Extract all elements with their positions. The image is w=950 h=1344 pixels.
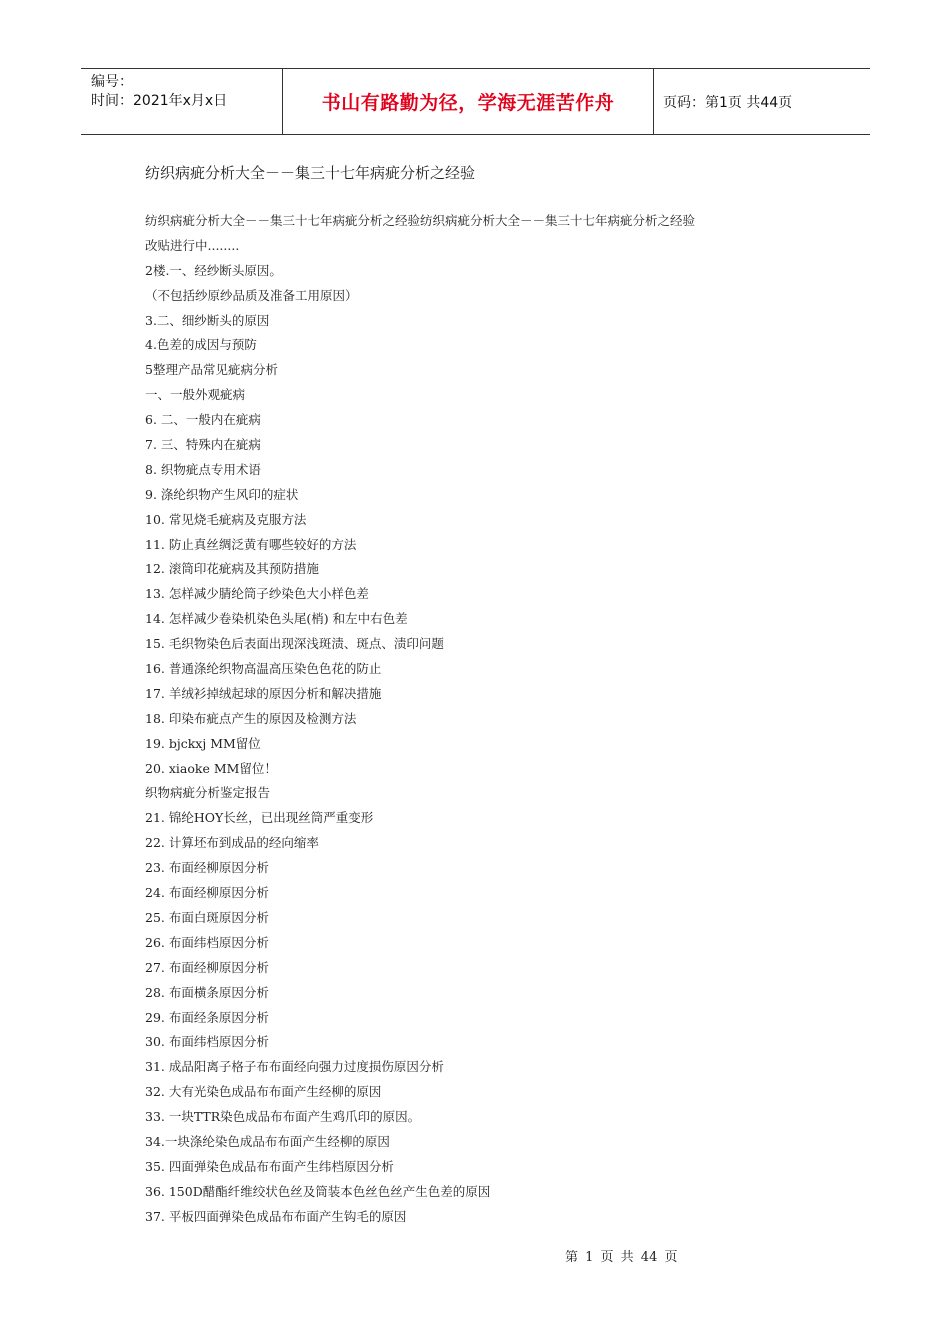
body-line: 7. 三、特殊内在疵病 bbox=[145, 437, 261, 453]
body-line: 25. 布面白斑原因分析 bbox=[145, 909, 269, 925]
body-line: 31. 成品阳离子格子布布面经向强力过度损伤原因分析 bbox=[145, 1059, 444, 1075]
body-line: 14. 怎样减少卷染机染色头尾(梢) 和左中右色差 bbox=[145, 611, 408, 627]
body-line: （不包括纱原纱品质及准备工用原因） bbox=[145, 287, 358, 303]
footer-page-number: 第 1 页 共 44 页 bbox=[565, 1250, 678, 1265]
body-line: 33. 一块TTR染色成品布布面产生鸡爪印的原因。 bbox=[145, 1109, 421, 1125]
body-line: 12. 滚筒印花疵病及其预防措施 bbox=[145, 561, 319, 577]
body-line: 36. 150D醋酯纤维绞状色丝及筒装本色丝色丝产生色差的原因 bbox=[145, 1183, 491, 1199]
body-line: 6. 二、一般内在疵病 bbox=[145, 412, 261, 428]
body-line: 26. 布面纬档原因分析 bbox=[145, 934, 269, 950]
body-line: 9. 涤纶织物产生风印的症状 bbox=[145, 486, 299, 502]
body-line: 30. 布面纬档原因分析 bbox=[145, 1034, 269, 1050]
body-line: 19. bjckxj MM留位 bbox=[145, 735, 261, 751]
body-line: 纺织病疵分析大全－－集三十七年病疵分析之经验纺织病疵分析大全－－集三十七年病疵分析之经验 bbox=[145, 213, 696, 228]
body-line: 11. 防止真丝绸泛黄有哪些较好的方法 bbox=[145, 536, 357, 552]
body-line: 一、一般外观疵病 bbox=[145, 387, 246, 403]
body-line: 27. 布面经柳原因分析 bbox=[145, 959, 269, 975]
body-line: 28. 布面横条原因分析 bbox=[145, 984, 269, 1000]
header-meta-cell bbox=[81, 69, 283, 134]
date-label: 时间：2021年x月x日 bbox=[91, 93, 228, 109]
body-line: 3.二、细纱断头的原因 bbox=[145, 312, 270, 328]
serial-label: 编号： bbox=[91, 74, 133, 90]
body-line: 29. 布面经条原因分析 bbox=[145, 1009, 269, 1025]
body-line: 4.色差的成因与预防 bbox=[145, 337, 257, 353]
body-line: 2楼.一、经纱断头原因。 bbox=[145, 262, 282, 278]
document-body bbox=[145, 209, 845, 1230]
body-line: 22. 计算坯布到成品的经向缩率 bbox=[145, 835, 319, 851]
header-page-cell bbox=[654, 69, 870, 134]
body-line: 改贴进行中........ bbox=[145, 237, 240, 253]
body-line: 32. 大有光染色成品布布面产生经柳的原因 bbox=[145, 1084, 382, 1100]
body-line: 21. 锦纶HOY长丝，已出现丝筒严重变形 bbox=[145, 810, 374, 826]
body-line: 15. 毛织物染色后表面出现深浅斑渍、斑点、渍印问题 bbox=[145, 636, 444, 652]
body-line: 20. xiaoke MM留位！ bbox=[145, 760, 277, 776]
body-line: 37. 平板四面弹染色成品布布面产生钩毛的原因 bbox=[145, 1208, 407, 1224]
body-line: 17. 羊绒衫掉绒起球的原因分析和解决措施 bbox=[145, 685, 382, 701]
motto-text: 书山有路勤为径，学海无涯苦作舟 bbox=[321, 92, 615, 114]
header-page-info: 页码：第1页 共44页 bbox=[663, 94, 793, 111]
body-line: 24. 布面经柳原因分析 bbox=[145, 885, 269, 901]
body-line: 35. 四面弹染色成品布布面产生纬档原因分析 bbox=[145, 1158, 394, 1174]
body-line: 18. 印染布疵点产生的原因及检测方法 bbox=[145, 710, 357, 726]
body-line: 34.一块涤纶染色成品布布面产生经柳的原因 bbox=[145, 1133, 390, 1149]
body-line: 织物病疵分析鉴定报告 bbox=[145, 785, 271, 801]
body-line: 10. 常见烧毛疵病及克服方法 bbox=[145, 511, 307, 527]
body-line: 5整理产品常见疵病分析 bbox=[145, 362, 278, 378]
body-line: 23. 布面经柳原因分析 bbox=[145, 860, 269, 876]
body-line: 16. 普通涤纶织物高温高压染色色花的防止 bbox=[145, 661, 382, 677]
body-line: 13. 怎样减少腈纶筒子纱染色大小样色差 bbox=[145, 586, 369, 602]
body-line: 8. 织物疵点专用术语 bbox=[145, 461, 261, 477]
document-header bbox=[81, 68, 870, 135]
header-motto-cell bbox=[283, 69, 654, 134]
document-title: 纺织病疵分析大全－－集三十七年病疵分析之经验 bbox=[145, 164, 476, 182]
